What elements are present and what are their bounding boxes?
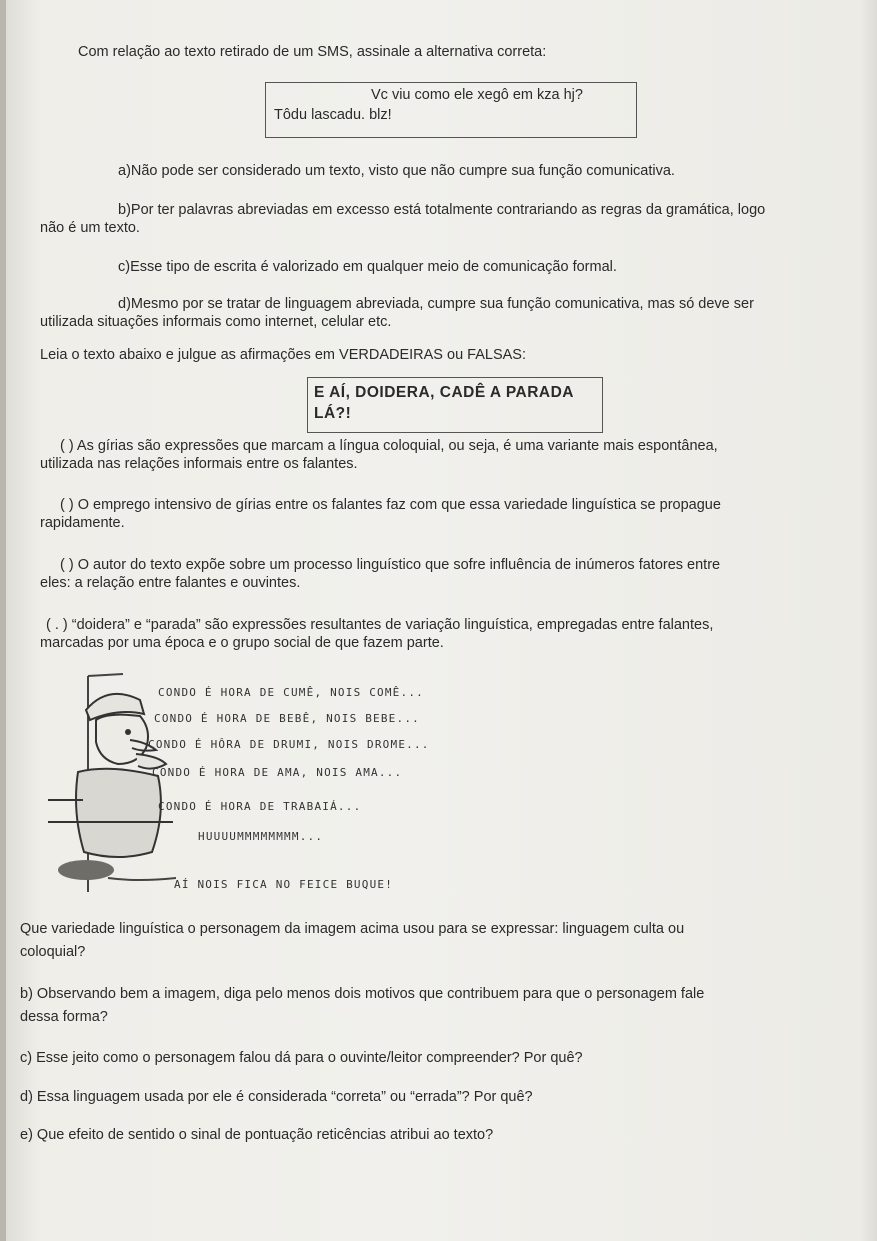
comic-line-3: CONDO É HÔRA DE DRUMI, NOIS DROME... [148, 738, 430, 751]
sms-line-2: Tôdu lascadu. blz! [274, 107, 392, 123]
question-a-line2: coloquial? [20, 944, 86, 960]
scan-edge [0, 0, 6, 1241]
question-a-line1: Que variedade linguística o personagem da imagem acima usou para se expressar: linguagem culta ou [20, 921, 685, 937]
comic-line-5: CONDO É HORA DE TRABAIÁ... [158, 800, 362, 813]
q1-option-d-line1: d)Mesmo por se tratar de linguagem abreviada, cumpre sua função comunicativa, mas só deve ser [118, 296, 754, 312]
q1-intro: Com relação ao texto retirado de um SMS, assinale a alternativa correta: [78, 44, 547, 60]
q1-option-c: c)Esse tipo de escrita é valorizado em qualquer meio de comunicação formal. [118, 259, 617, 275]
statement-3-line1: ( ) O autor do texto expõe sobre um processo linguístico que sofre influência de inúmeros fatores entre [60, 557, 721, 573]
comic-line-6: HUUUUMMMMMMMM... [198, 830, 324, 843]
comic-line-2: CONDO É HORA DE BEBÊ, NOIS BEBE... [154, 712, 420, 725]
statement-2-line2: rapidamente. [40, 515, 125, 531]
comic-line-7: AÍ NOIS FICA NO FEICE BUQUE! [174, 878, 394, 891]
sms-line-1: Vc viu como ele xegô em kza hj? [371, 87, 583, 103]
statement-1-line2: utilizada nas relações informais entre os falantes. [40, 456, 358, 472]
question-e: e) Que efeito de sentido o sinal de pontuação reticências atribui ao texto? [20, 1127, 494, 1143]
slang-line-1: E AÍ, DOIDERA, CADÊ A PARADA [314, 384, 575, 401]
slang-line-2: LÁ?! [314, 405, 352, 422]
statement-3-line2: eles: a relação entre falantes e ouvintes. [40, 575, 301, 591]
q2-intro: Leia o texto abaixo e julgue as afirmações em VERDADEIRAS ou FALSAS: [40, 347, 526, 363]
comic-line-1: CONDO É HORA DE CUMÊ, NOIS COMÊ... [158, 686, 424, 699]
question-c: c) Esse jeito como o personagem falou dá para o ouvinte/leitor compreender? Por quê? [20, 1050, 583, 1066]
q1-option-d-line2: utilizada situações informais como internet, celular etc. [40, 314, 392, 330]
question-b-line1: b) Observando bem a imagem, diga pelo menos dois motivos que contribuem para que o personagem fale [20, 986, 705, 1002]
slang-box [307, 377, 603, 433]
character-illustration [48, 672, 198, 897]
statement-2-line1: ( ) O emprego intensivo de gírias entre os falantes faz com que essa variedade linguística se propague [60, 497, 721, 513]
q1-option-a: a)Não pode ser considerado um texto, visto que não cumpre sua função comunicativa. [118, 163, 675, 179]
question-d: d) Essa linguagem usada por ele é considerada “correta” ou “errada”? Por quê? [20, 1089, 533, 1105]
statement-1-line1: ( ) As gírias são expressões que marcam a língua coloquial, ou seja, é uma variante mais espontânea, [60, 438, 718, 454]
statement-4-line2: marcadas por uma época e o grupo social de que fazem parte. [40, 635, 444, 651]
q1-option-b-line1: b)Por ter palavras abreviadas em excesso está totalmente contrariando as regras da gramática, logo [118, 202, 766, 218]
question-b-line2: dessa forma? [20, 1009, 108, 1025]
comic-line-4: CONDO É HORA DE AMA, NOIS AMA... [152, 766, 403, 779]
sms-box [265, 82, 637, 138]
statement-4-line1: ( . ) “doidera” e “parada” são expressões resultantes de variação linguística, empregadas entre falantes, [46, 617, 714, 633]
q1-option-b-line2: não é um texto. [40, 220, 140, 236]
comic-panel [48, 672, 458, 897]
